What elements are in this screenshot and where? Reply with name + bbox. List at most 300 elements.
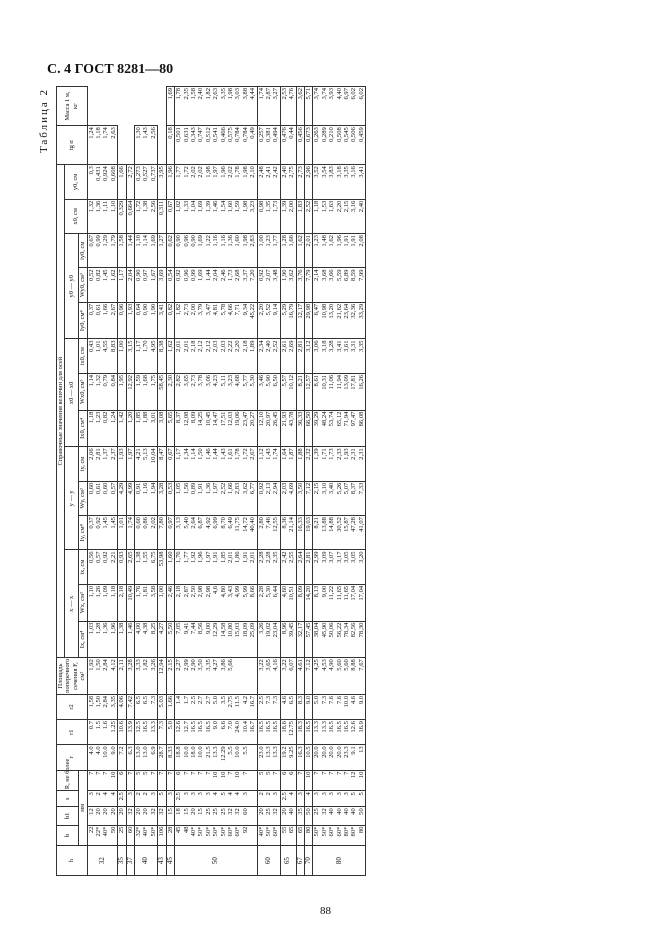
table-cell: 1,58 — [118, 234, 126, 268]
col-ref: Справочные значения величин для осей — [57, 165, 65, 658]
table-cell: 1,18 1,23 0,82 1,24 — [87, 410, 118, 447]
table-cell: 0,673 — [305, 126, 313, 165]
table-cell: 1,64 1,87 — [280, 447, 296, 481]
table-cell: 8,37 12,08 8,09 14,25 10,45 14,47 17,51 12,03 19,06 23,47 20,27 — [175, 410, 257, 447]
table-cell: 1,20 — [126, 410, 134, 447]
table-row — [305, 87, 313, 876]
table-cell: 3,22 3,65 4,16 — [257, 658, 280, 695]
table-cell: 4,27 — [158, 621, 166, 658]
table-cell: 20 20 32 — [135, 807, 158, 825]
table-cell: 32 — [158, 807, 166, 825]
table-cell: 3 2 4 4 — [87, 791, 118, 807]
table-cell: 16.5 — [305, 720, 313, 745]
table-cell: 1.66 — [166, 694, 174, 719]
table-cell: 16,33 — [296, 516, 304, 550]
col-R: R, не более — [57, 770, 79, 791]
table-cell: 3,33 1,82 3,26 — [135, 658, 158, 695]
table-cell: 5 — [158, 791, 166, 807]
table-cell: 1,58 1,50 2,84 3,35 — [87, 694, 118, 719]
table-cell: 1,69 — [166, 87, 174, 126]
table-cell: 2,73 — [296, 165, 304, 199]
table-cell: 4.61 — [296, 658, 304, 695]
table-cell: 0,98 1,35 1,73 — [257, 199, 280, 233]
table-cell: 50 — [305, 807, 313, 825]
table-cell: 1,59 1,68 1,75 — [135, 373, 158, 410]
table-cell: 36,33 — [296, 410, 304, 447]
table-cell: 7.3 — [158, 720, 166, 745]
table-cell: 0,664 — [126, 199, 134, 233]
table-cell: 0,67 — [166, 199, 174, 233]
table-cell: 38,04 45,90 50,06 56,22 78,34 82,56 78,30 — [313, 621, 366, 658]
table-cell: 2,81 — [296, 339, 304, 373]
table-row — [280, 87, 296, 876]
table-cell: 0,263 0,289 0,210 0,508 0,545 0,506 0,459 — [313, 126, 366, 165]
table-cell: 12.5 16.5 13.3 — [135, 720, 158, 745]
table-cell: 3,15 — [126, 339, 134, 373]
table-row — [118, 87, 126, 876]
table-cell: 1,24 1,18 1,74 2,63 — [87, 126, 118, 165]
col-Wy: Wy, см³ — [79, 481, 87, 515]
table-cell: 8,21 — [296, 373, 304, 410]
table-row — [126, 87, 134, 876]
table-cell: 3,76 — [296, 268, 304, 302]
table-cell: 2,27 2,99 2,90 3,50 3,35 4,27 3,86 5,66 — [175, 658, 257, 695]
table-cell: 12 20 20 20 — [87, 807, 118, 825]
table-cell: 10 — [305, 770, 313, 791]
table-cell: 2,01 — [305, 234, 313, 268]
table-cell: 12.6 12.7 16.5 16.5 16.5 9.0 6.6 7.0 24.0 10.4 16.7 — [175, 720, 257, 745]
table-cell: 2,61 2,69 — [280, 339, 296, 373]
table-cell: 4,00 4,38 8,25 — [135, 621, 158, 658]
table-cell: 1,88 — [296, 447, 304, 481]
table-cell: 5 5 7 — [257, 770, 280, 791]
table-cell: 13.9 — [126, 720, 134, 745]
table-cell: 2,81 — [305, 550, 313, 584]
table-cell: 0,93 — [118, 550, 126, 584]
table-cell: 20 40 — [280, 807, 296, 825]
table-cell: 2,40 2,75 — [280, 165, 296, 199]
table-cell: 0,56 0,57 0,92 2,21 — [87, 550, 118, 584]
table-cell: 4,21 5,13 10,04 — [135, 447, 158, 481]
table-cell: 2,04 — [126, 268, 134, 302]
table-cell: 7,80 — [158, 516, 166, 550]
table-cell: 0,97 — [166, 516, 174, 550]
row-h-value: 70 — [305, 846, 313, 876]
table-cell: 12,10 20,97 26,45 — [257, 410, 280, 447]
table-cell: 2,65 — [126, 550, 134, 584]
profile-table — [56, 86, 366, 876]
table-cell: 12,17 — [296, 302, 304, 339]
table-cell: 0,90 0,97 1,67 — [135, 268, 158, 302]
table-cell: 0,52 0,82 1,45 1,62 — [87, 268, 118, 302]
table-cell: 2,82 3,65 2,73 3,78 3,06 4,23 5,11 3,23 4,68 5,77 5,30 — [175, 373, 257, 410]
col-iy: iy, см — [79, 447, 87, 481]
table-cell: 55 65 — [280, 825, 296, 846]
table-cell: 0,257 0,381 0,494 — [257, 126, 280, 165]
table-cell: 1,95 — [118, 373, 126, 410]
table-cell: 6.3 — [126, 745, 134, 770]
table-cell: 1,32 1,36 1,11 1,10 — [87, 199, 118, 233]
row-h-value: 50 — [175, 846, 257, 876]
table-cell: 20 — [118, 807, 126, 825]
table-cell: 13.0 13.0 6.9 — [135, 745, 158, 770]
table-cell: 1,14 1,32 0,79 0,84 — [87, 373, 118, 410]
col-r: r — [57, 745, 88, 770]
table-cell: 0,3 0,431 0,924 0,608 — [87, 165, 118, 199]
table-cell: 3 — [296, 791, 304, 807]
table-cell: 1,60 — [166, 550, 174, 584]
table-cell: 10,49 — [126, 584, 134, 621]
table-row — [296, 87, 304, 876]
table-cell: 3,95 — [158, 165, 166, 199]
table-cell: 1,74 — [126, 516, 134, 550]
table-rotated-content — [40, 86, 610, 876]
table-cell: 7.42 — [126, 694, 134, 719]
row-h-value: 43 — [158, 846, 166, 876]
table-cell: 20.0 20.0 20.0 20.0 23.3 9.1 13 — [313, 745, 366, 770]
table-cell: 6.5 6.5 7.3 — [135, 694, 158, 719]
table-cell: 7.2 — [118, 745, 126, 770]
table-cell: 2,99 3,09 3,07 3,17 3,05 3,05 3,20 — [313, 550, 366, 584]
table-cell: 4.0 4.0 10.0 9.0 — [87, 745, 118, 770]
table-cell: 1,96 — [166, 165, 174, 199]
table-cell: 12,57 — [305, 373, 313, 410]
table-cell: 3,62 — [296, 87, 304, 126]
row-h-value: 35 — [118, 846, 126, 876]
table-cell: 1,39 1,71 1,73 2,33 1,93 2,31 2,31 — [313, 447, 366, 481]
table-cell: 6,47 10,98 13,20 21,62 23,64 32,36 33,29 — [313, 302, 366, 339]
table-cell: 3,74 3,74 3,93 4,40 6,97 6,02 6,02 — [313, 87, 366, 126]
table-cell: 1,00 — [158, 584, 166, 621]
table-cell: 2.15 — [166, 658, 174, 695]
table-cell: 4 — [305, 791, 313, 807]
row-h-value: 45 — [166, 846, 174, 876]
table-cell: 65 — [296, 825, 304, 846]
table-cell: 18 15 20 15 25 25 25 32 32 60 — [175, 807, 257, 825]
table-cell: 1,18 1,53 1,63 2,20 2,15 3,16 2,40 — [313, 199, 366, 233]
table-cell: 1,27 — [158, 234, 166, 268]
page-header: С. 4 ГОСТ 8281—80 — [47, 62, 174, 77]
col-Iy: Iy, см⁴ — [79, 516, 87, 550]
table-cell: 0,273 0,527 0,737 — [135, 165, 158, 199]
table-cell: 7 — [126, 770, 134, 791]
table-cell: 1,10 1,26 1,09 1,18 — [87, 584, 118, 621]
table-cell: 4,29 — [118, 481, 126, 515]
table-cell: 8.3 — [296, 694, 304, 719]
table-row — [158, 87, 166, 876]
table-cell: 8,36 21,14 — [280, 516, 296, 550]
table-cell: 19.2 9.25 — [280, 745, 296, 770]
table-cell: 3,26 19,02 23,04 — [257, 621, 280, 658]
table-cell: 28 — [166, 825, 174, 846]
table-cell: 1,03 1,28 1,36 1,96 — [87, 621, 118, 658]
table-cell: 0,37 0,92 1,45 1,45 — [87, 516, 118, 550]
col-ix0: ix0, см — [79, 339, 87, 373]
table-cell: 60 — [126, 825, 134, 846]
col-Ix0: Ix0, см⁴ — [79, 410, 87, 447]
col-Wx: Wx, см³ — [79, 584, 87, 621]
row-h-value: 32 — [87, 846, 118, 876]
col-ix: ix, см — [79, 550, 87, 584]
table-cell: 8,38 — [158, 339, 166, 373]
col-iy0: iy0, см — [79, 234, 87, 268]
table-cell: 0,92 2,07 3,48 — [257, 268, 280, 302]
table-cell: 1,42 — [118, 410, 126, 447]
table-cell: 5.0 7.3 7.6 7.6 10.0 4.6 9.0 — [313, 694, 366, 719]
table-cell: 2 2 3 — [257, 791, 280, 807]
table-cell: 2 2 3 — [135, 791, 158, 807]
table-cell: 8,21 13,88 14,88 30,52 15,87 47,28 41,07 — [313, 516, 366, 550]
table-cell: 0,37 0,61 1,66 2,67 — [87, 302, 118, 339]
table-row — [87, 87, 118, 876]
table-cell: 2,15 3,10 3,40 5,26 5,07 8,37 7,33 — [313, 481, 366, 515]
table-cell: 12,92 — [126, 373, 134, 410]
table-cell: 1,66 — [118, 165, 126, 199]
table-cell: 8,47 — [158, 447, 166, 481]
col-yy: y — y — [65, 447, 79, 550]
row-h-value: 67 — [296, 846, 304, 876]
table-cell: 2.5 — [118, 791, 126, 807]
table-cell: 12,94 — [158, 658, 166, 695]
table-cell: 39,29 48,24 53,74 65,12 71,94 97,47 86,08 — [313, 410, 366, 447]
col-x0x0: x0 — x0 — [65, 339, 79, 447]
table-cell: 3 — [126, 791, 134, 807]
col-mass: Масса 1 м, кг — [57, 87, 88, 126]
table-cell: 8,09 — [296, 584, 304, 621]
table-cell: 3,69 — [158, 268, 166, 302]
table-cell: 0,456 — [296, 126, 304, 165]
table-cell: 21,93 43,78 — [280, 410, 296, 447]
table-cell: 35 — [296, 807, 304, 825]
table-cell: 10.5 — [305, 745, 313, 770]
table-cell: 2,20 5,52 9,14 — [257, 302, 280, 339]
table-head — [57, 87, 88, 876]
table-cell: 1,46 — [126, 621, 134, 658]
row-h-value: 37 — [126, 846, 134, 876]
table-cell: 0,90 0,96 0,90 1,69 1,22 1,16 1,16 1,36 1,60 1,98 2,83 — [175, 234, 257, 268]
table-cell: 106 — [158, 825, 166, 846]
col-Wy0: Wy0, см³ — [79, 268, 87, 302]
table-cell: 1,93 — [126, 302, 134, 339]
table-cell: 3 3 3 3 3 5 5 — [313, 791, 366, 807]
col-Ix: Ix, см⁴ — [79, 621, 87, 658]
table-cell: 1,23 1,48 1,62 1,96 1,91 1,91 2,08 — [313, 234, 366, 268]
table-body — [87, 87, 366, 876]
table-cell: 1,17 — [118, 268, 126, 302]
table-cell: 25 — [118, 825, 126, 846]
table-cell: 1,12 1,43 1,74 — [257, 447, 280, 481]
col-xx: x — x — [65, 550, 79, 658]
table-cell: 1,83 — [296, 199, 304, 233]
table-cell: 1,39 2,00 — [280, 199, 296, 233]
table-cell: 22 22* 40* 50 — [87, 825, 118, 846]
row-h-value: 40 — [135, 846, 158, 876]
table-cell: 5.03 — [158, 694, 166, 719]
table-cell: 1,10 1,14 1,69 — [135, 234, 158, 268]
table-cell: 7 7 7 10 — [87, 770, 118, 791]
table-cell: 0,92 2,13 2,94 — [257, 481, 280, 515]
table-cell: 2.5 7.3 7.3 — [257, 694, 280, 719]
col-b1: b1 — [57, 807, 79, 825]
table-cell: 4,60 10,51 — [280, 584, 296, 621]
table-cell: 2,06 2,81 1,37 2,37 — [87, 447, 118, 481]
table-cell: 1,76 1,77 1,92 1,96 1,97 1,91 1,85 2,01 1,86 1,91 2,01 — [175, 550, 257, 584]
table-cell: 2.5 4 — [280, 791, 296, 807]
col-Wx0: Wx0, см³ — [79, 373, 87, 410]
table-cell: 3,13 5,40 2,64 6,87 4,92 6,99 8,70 6,49 11,75 14,72 40,40 — [175, 516, 257, 550]
row-h-value: 80 — [313, 846, 366, 876]
table-cell: 2,28 5,30 6,44 — [257, 584, 280, 621]
table-cell: 0,311 — [158, 199, 166, 233]
table-cell: 3,28 — [158, 481, 166, 515]
table-cell: 2,28 2,28 2,35 — [257, 550, 280, 584]
table-cell: 1,78 2,35 1,58 2,40 1,82 2,63 3,35 1,98 3,03 3,88 4,44 — [175, 87, 257, 126]
table-cell: 53,98 — [158, 550, 166, 584]
table-cell: 13.3 13.3 16.5 16.5 16.5 12.6 16.9 — [313, 720, 366, 745]
col-area: Площадь поперечного сечения F, см² — [57, 658, 87, 693]
table-cell: 1,93 — [118, 447, 126, 481]
table-cell: 0,53 — [166, 481, 174, 515]
table-cell: 0,329 — [118, 199, 126, 233]
table-cell: 1,92 1,50 2,84 4,12 — [87, 658, 118, 695]
row-h-value: 65 — [280, 846, 296, 876]
table-cell: 1,02 1,33 1,04 1,69 1,39 1,46 1,54 1,60 1,59 1,98 3,23 — [175, 199, 257, 233]
table-cell: 3,50 — [296, 481, 304, 515]
table-cell: 10.6 — [118, 720, 126, 745]
table-cell: 7 7 7 7 7 12 10 — [313, 770, 366, 791]
table-cell: 1,01 — [118, 516, 126, 550]
table-cell: 2,01 2,01 2,18 2,12 2,12 2,03 2,03 2,22 2,20 2,18 1,89 — [175, 339, 257, 373]
table-cell: 1,85 1,88 3,01 — [135, 410, 158, 447]
table-cell: 32* 40* 50* — [135, 825, 158, 846]
col-s: s — [57, 791, 79, 807]
table-cell: 1,76 1,81 3,58 — [135, 584, 158, 621]
table-cell: 0,62 — [166, 234, 174, 268]
table-cell: 0,60 0,61 0,60 0,57 — [87, 481, 118, 515]
table-cell: 1,90 3,62 — [280, 268, 296, 302]
table-cell: 2,80 7,46 12,55 — [257, 516, 280, 550]
table-cell: 57,45 — [305, 621, 313, 658]
table-cell: 32,17 — [296, 621, 304, 658]
table-cell: 3,46 5,90 6,50 — [257, 373, 280, 410]
table-cell: 2,48 2,41 2,42 — [257, 165, 280, 199]
table-cell: 3,52 3,54 3,83 3,18 3,35 3,16 3,41 — [313, 165, 366, 199]
table-cell: 8,61 10,31 11,06 11,94 13,09 17,81 16,26 — [313, 373, 366, 410]
table-cell: 45 48 40* 50* 50* 50* 50* 60* 60* 92 — [175, 825, 257, 846]
table-cell: 3,12 — [305, 339, 313, 373]
table-caption: Таблица 2 — [38, 88, 50, 154]
table-cell: 18.8 10.0 18.0 10.0 21.5 13.3 12.29 5.5 10.0 5.5 — [175, 745, 257, 770]
table-cell: 14,20 — [305, 584, 313, 621]
table-cell: 3,28 — [126, 658, 134, 695]
table-cell: 9.0 — [305, 694, 313, 719]
col-y0y0: y0 — y0 — [65, 234, 79, 339]
table-cell: 2,96 — [305, 165, 313, 199]
table-cell: 2,18 2,87 2,50 2,98 2,98 4,6 4,80 3,43 4,99 5,99 8,66 — [175, 584, 257, 621]
table-cell: 1,38 1,55 6,75 — [135, 550, 158, 584]
table-cell: 6 7 7 7 7 10 10 7 10 7 — [175, 770, 257, 791]
table-cell: 15 — [166, 807, 174, 825]
table-cell: 1,62 — [166, 339, 174, 373]
table-cell: 2,11 — [118, 658, 126, 695]
table-cell: 5,71 — [305, 87, 313, 126]
table-cell: 0,91 1,16 1,94 — [135, 481, 158, 515]
table-row — [135, 87, 158, 876]
col-Iy0: Iy0, см⁴ — [79, 302, 87, 339]
table-cell: 8,13 9,00 11,22 11,65 11,65 17,04 17,04 — [313, 584, 366, 621]
table-cell: 1,05 1,56 0,89 1,91 1,36 1,97 2,52 1,66 2,83 3,62 6,77 — [175, 481, 257, 515]
table-rotated-container — [40, 86, 610, 876]
table-cell: 2,64 — [296, 550, 304, 584]
page-number: 88 — [320, 905, 331, 917]
table-cell: 3,06 3,18 3,28 3,41 3,61 3,31 3,35 — [313, 339, 366, 373]
col-mm: мм — [79, 770, 87, 846]
table-row — [166, 87, 174, 876]
table-cell: 2.5 3 3 3 3 4 5 4 4 3 — [175, 791, 257, 807]
table-cell: 4.6 6.5 — [280, 694, 296, 719]
table-cell: 19,03 — [305, 516, 313, 550]
col-x0: x0, см — [65, 199, 87, 233]
table-cell: 0,96 — [118, 302, 126, 339]
table-cell: 2,32 — [305, 447, 313, 481]
table-cell: 1,17 1,34 1,14 1,50 1,46 1,44 1,43 1,61 1,78 1,72 2,67 — [175, 447, 257, 481]
table-cell: 7 — [296, 770, 304, 791]
col-tga: tg α — [57, 126, 88, 165]
table-cell: 0.7 1.5 1.6 1.25 — [87, 720, 118, 745]
table-cell: 0,43 1,01 4,55 8,83 — [87, 339, 118, 373]
col-r1: r1 — [57, 720, 88, 745]
table-cell: 6 6 — [280, 770, 296, 791]
table-cell: 0,476 0,44 — [280, 126, 296, 165]
table-row — [257, 87, 280, 876]
table-cell: 4,99 — [126, 481, 134, 515]
table-cell: 2,52 — [305, 199, 313, 233]
table-cell: 16.3 — [296, 745, 304, 770]
table-cell: 58,45 — [158, 373, 166, 410]
table-cell: 2,72 — [126, 165, 134, 199]
table-cell: 8,96 39,45 — [280, 621, 296, 658]
table-cell: 1,28 1,66 — [280, 234, 296, 268]
table-cell: 1,00 — [118, 339, 126, 373]
table-cell: 1,38 — [118, 621, 126, 658]
table-cell: 1,74 2,87 3,27 — [257, 87, 280, 126]
col-h: h — [57, 846, 88, 876]
table-cell: 1,62 — [296, 234, 304, 268]
table-cell: 18.6 12.75 — [280, 720, 296, 745]
table-cell: 3,22 6,07 — [280, 658, 296, 695]
table-cell: 2,46 — [166, 584, 174, 621]
table-cell: 0,67 0,99 1,29 1,79 — [87, 234, 118, 268]
table-cell: 5,65 — [166, 410, 174, 447]
table-cell: 32 — [126, 807, 134, 825]
col-b: b — [57, 825, 79, 846]
table-cell: 23.0 13.3 13.3 — [257, 745, 280, 770]
table-cell: 0,60 0,86 2,02 — [135, 516, 158, 550]
table-cell: 7 — [158, 770, 166, 791]
table-row — [175, 87, 257, 876]
table-cell: 2,03 4,69 — [280, 481, 296, 515]
table-cell: 4.06 — [118, 694, 126, 719]
table-cell: 28.7 — [158, 745, 166, 770]
table-cell: 0,54 — [166, 268, 174, 302]
table-cell: 1,97 — [126, 447, 134, 481]
table-cell: 2,53 4,76 — [280, 87, 296, 126]
table-row — [313, 87, 366, 876]
table-cell: 7,12 — [305, 481, 313, 515]
table-cell: 5,29 16,79 — [280, 302, 296, 339]
table-cell: 3,41 — [158, 302, 166, 339]
table-cell: 0,92 0,96 0,99 1,69 1,44 2,04 2,46 1,73 2,68 3,37 7,20 — [175, 268, 257, 302]
